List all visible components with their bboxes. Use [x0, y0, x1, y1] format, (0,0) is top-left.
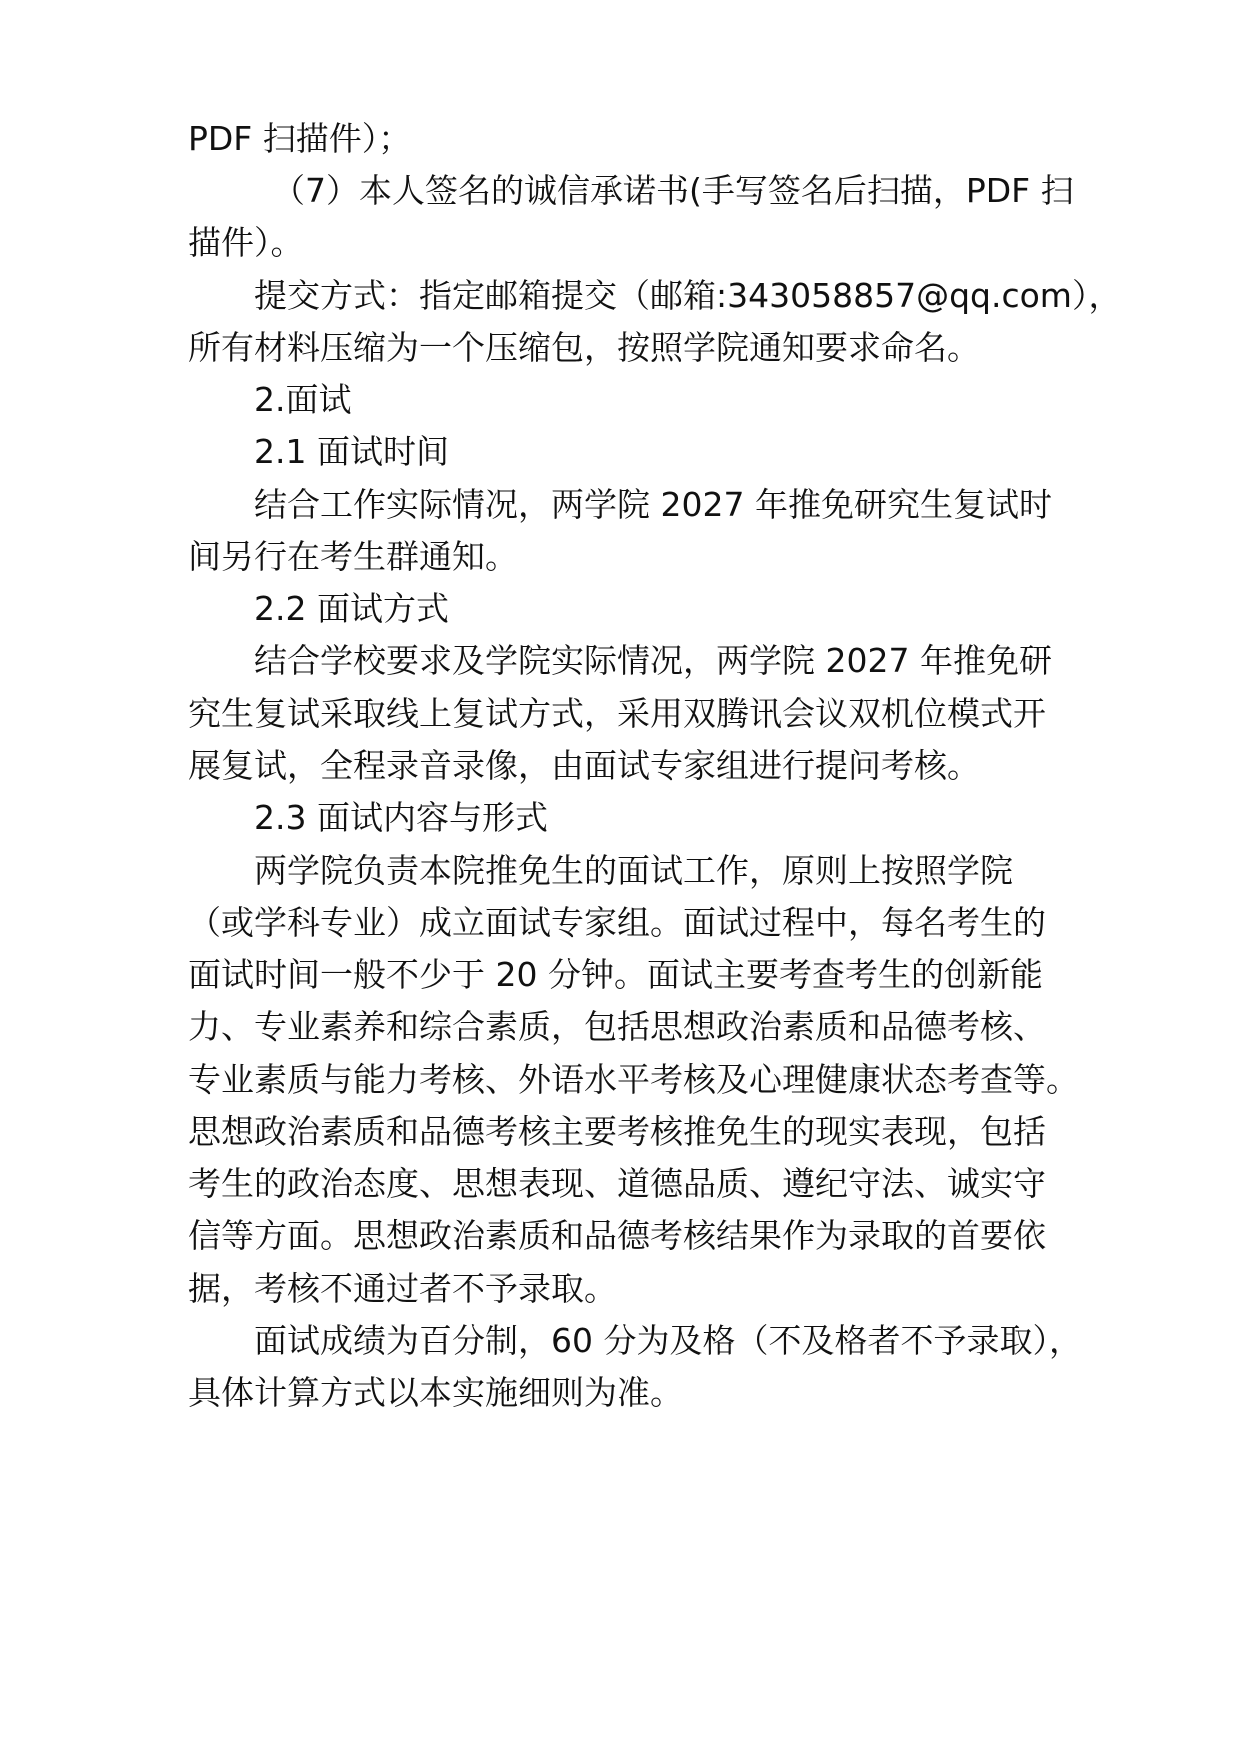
text-line: 思想政治素质和品德考核主要考核推免生的现实表现，包括	[188, 1112, 1046, 1151]
text-line: 提交方式：指定邮箱提交（邮箱:343058857@qq.com），	[254, 276, 1122, 315]
text-line: 结合学校要求及学院实际情况，两学院 2027 年推免研	[254, 641, 1052, 680]
text-line: 据，考核不通过者不予录取。	[188, 1269, 617, 1308]
text-line: （7）本人签名的诚信承诺书(手写签名后扫描，PDF 扫	[272, 171, 1074, 210]
text-line: 力、专业素养和综合素质，包括思想政治素质和品德考核、	[188, 1007, 1046, 1046]
text-line: 描件）。	[188, 223, 304, 262]
text-line: 结合工作实际情况，两学院 2027 年推免研究生复试时	[254, 485, 1052, 524]
subsection-heading: 2.1 面试时间	[254, 432, 449, 471]
text-line: 具体计算方式以本实施细则为准。	[188, 1373, 683, 1412]
text-line: 专业素质与能力考核、外语水平考核及心理健康状态考查等。	[188, 1060, 1079, 1099]
section-heading: 2.面试	[254, 380, 352, 419]
text-line: 考生的政治态度、思想表现、道德品质、遵纪守法、诚实守	[188, 1164, 1046, 1203]
text-line: 面试成绩为百分制，60 分为及格（不及格者不予录取），	[254, 1321, 1082, 1360]
text-line: PDF 扫描件）；	[188, 119, 412, 158]
text-line: 展复试，全程录音录像，由面试专家组进行提问考核。	[188, 746, 980, 785]
text-line: 面试时间一般不少于 20 分钟。面试主要考查考生的创新能	[188, 955, 1043, 994]
subsection-heading: 2.3 面试内容与形式	[254, 798, 548, 837]
subsection-heading: 2.2 面试方式	[254, 589, 449, 628]
text-line: 所有材料压缩为一个压缩包，按照学院通知要求命名。	[188, 328, 980, 367]
text-line: 间另行在考生群通知。	[188, 537, 518, 576]
text-line: （或学科专业）成立面试专家组。面试过程中，每名考生的	[188, 903, 1046, 942]
text-line: 究生复试采取线上复试方式，采用双腾讯会议双机位模式开	[188, 694, 1046, 733]
text-line: 信等方面。思想政治素质和品德考核结果作为录取的首要依	[188, 1216, 1046, 1255]
text-line: 两学院负责本院推免生的面试工作，原则上按照学院	[254, 851, 1013, 890]
